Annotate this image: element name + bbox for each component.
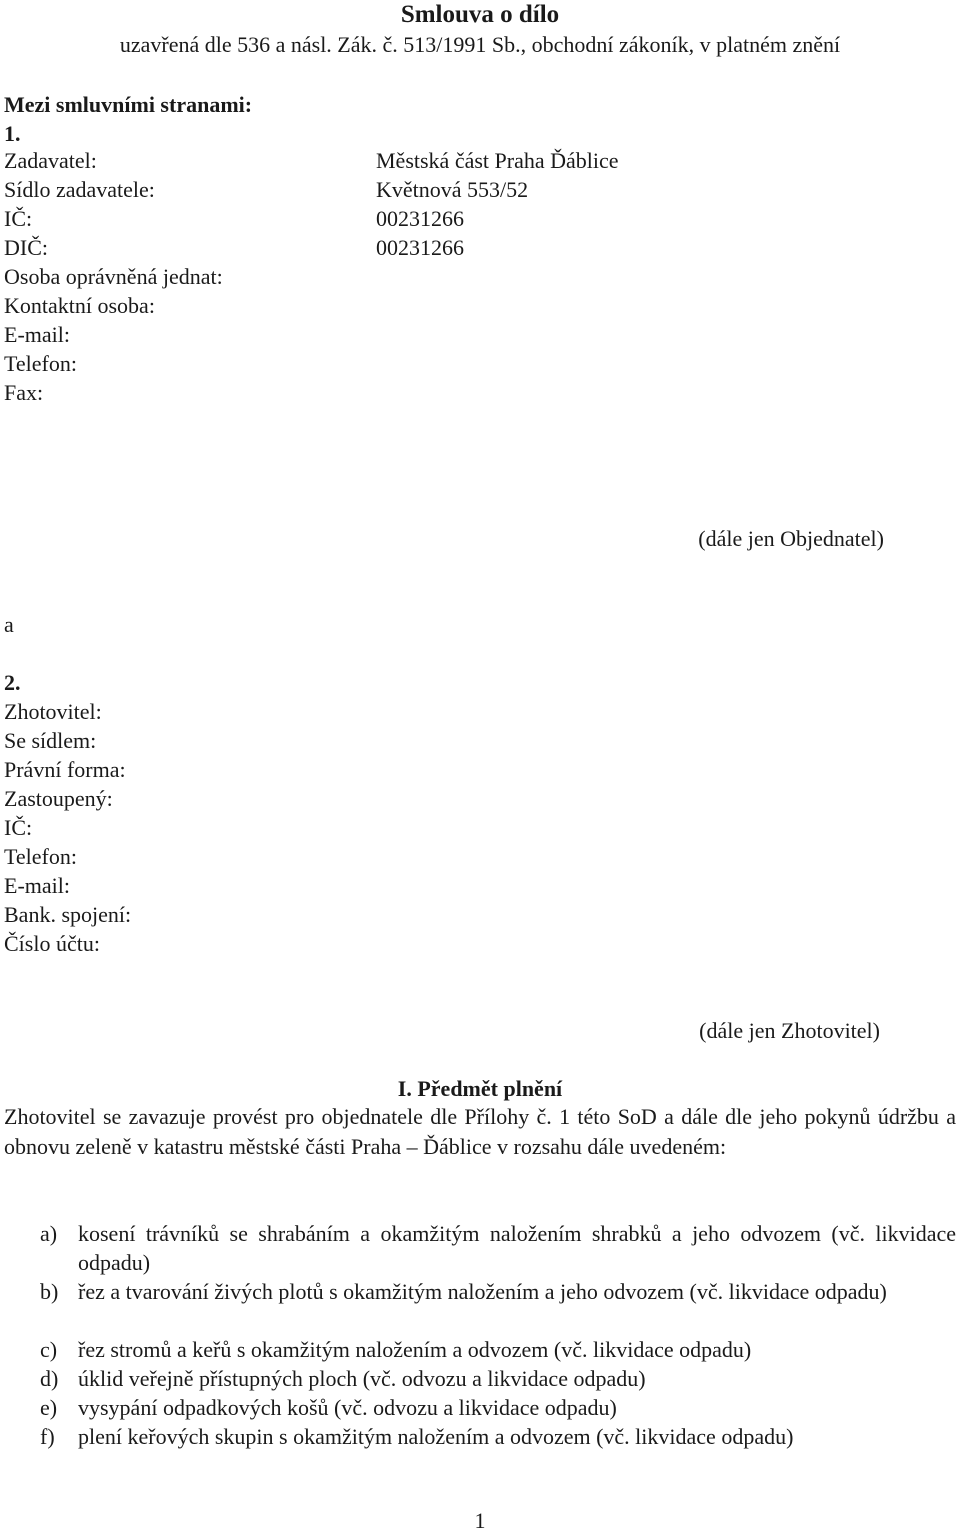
list-item-text: plení keřových skupin s okamžitým naložením a odvozem (vč. likvidace odpadu)	[78, 1424, 794, 1449]
party1-label-ic: IČ:	[4, 206, 33, 231]
party1-value-zadavatel: Městská část Praha Ďáblice	[376, 148, 619, 173]
party2-label-pravni-forma: Právní forma:	[4, 757, 126, 782]
parties-intro: Mezi smluvními stranami:	[4, 92, 253, 117]
party1-label-zadavatel: Zadavatel:	[4, 148, 97, 173]
list-item-text: kosení trávníků se shrabáním a okamžitým naložením shrabků a jeho odvozem (vč. likvidace odpadu)	[78, 1221, 956, 1275]
list-item-letter: e)	[40, 1395, 58, 1420]
list-item-letter: a)	[40, 1221, 58, 1246]
section1-intro: Zhotovitel se zavazuje provést pro objednatele dle Přílohy č. 1 této SoD a dále dle jeho pokynů údržbu a obnovu zeleně v katastru městské části Praha – Ďáblice v rozsahu dále uvedeném:	[4, 1104, 956, 1159]
document-subtitle: uzavřená dle 536 a násl. Zák. č. 513/1991 Sb., obchodní zákoník, v platném znění	[119, 32, 841, 57]
list-item	[40, 1277, 956, 1306]
list-item	[40, 1393, 956, 1422]
party2-label-cislo-uctu: Číslo účtu:	[4, 931, 100, 956]
party1-value-sidlo: Květnová 553/52	[376, 177, 529, 202]
party2-label-telefon: Telefon:	[4, 844, 77, 869]
parties-conjunction: a	[4, 612, 14, 637]
party1-alias: (dále jen Objednatel)	[698, 526, 884, 551]
page-number: 1	[474, 1508, 486, 1533]
party2-label-zhotovitel: Zhotovitel:	[4, 699, 102, 724]
list-item-letter: c)	[40, 1337, 58, 1362]
party1-label-kontaktni-osoba: Kontaktní osoba:	[4, 293, 155, 318]
party1-value-dic: 00231266	[376, 235, 464, 260]
list-item	[40, 1422, 956, 1451]
list-item-letter: f)	[40, 1424, 55, 1449]
list-item	[40, 1364, 956, 1393]
party2-number: 2.	[4, 670, 21, 695]
list-item	[40, 1335, 956, 1364]
party1-label-osoba-opravnena: Osoba oprávněná jednat:	[4, 264, 223, 289]
party1-label-sidlo: Sídlo zadavatele:	[4, 177, 155, 202]
party1-label-fax: Fax:	[4, 380, 44, 405]
party1-number: 1.	[4, 121, 21, 146]
list-item	[40, 1219, 956, 1277]
party2-alias: (dále jen Zhotovitel)	[699, 1018, 880, 1043]
section1-heading: I. Předmět plnění	[397, 1076, 563, 1101]
party1-value-ic: 00231266	[376, 206, 464, 231]
list-item-text: úklid veřejně přístupných ploch (vč. odvozu a likvidace odpadu)	[78, 1366, 646, 1391]
party2-label-email: E-mail:	[4, 873, 70, 898]
document-title: Smlouva o dílo	[400, 1, 560, 28]
list-item-text: řez stromů a keřů s okamžitým naložením a odvozem (vč. likvidace odpadu)	[78, 1337, 752, 1362]
party2-label-ic: IČ:	[4, 815, 33, 840]
party1-label-dic: DIČ:	[4, 235, 48, 260]
party2-label-zastoupeny: Zastoupený:	[4, 786, 113, 811]
list-item-letter: d)	[40, 1366, 59, 1391]
party1-label-email: E-mail:	[4, 322, 70, 347]
party1-label-telefon: Telefon:	[4, 351, 77, 376]
party2-label-bank-spojeni: Bank. spojení:	[4, 902, 132, 927]
list-item-text: řez a tvarování živých plotů s okamžitým naložením a jeho odvozem (vč. likvidace odpadu)	[78, 1279, 887, 1304]
party2-label-sidlo: Se sídlem:	[4, 728, 97, 753]
list-item-text: vysypání odpadkových košů (vč. odvozu a likvidace odpadu)	[78, 1395, 617, 1420]
list-item-letter: b)	[40, 1279, 59, 1304]
